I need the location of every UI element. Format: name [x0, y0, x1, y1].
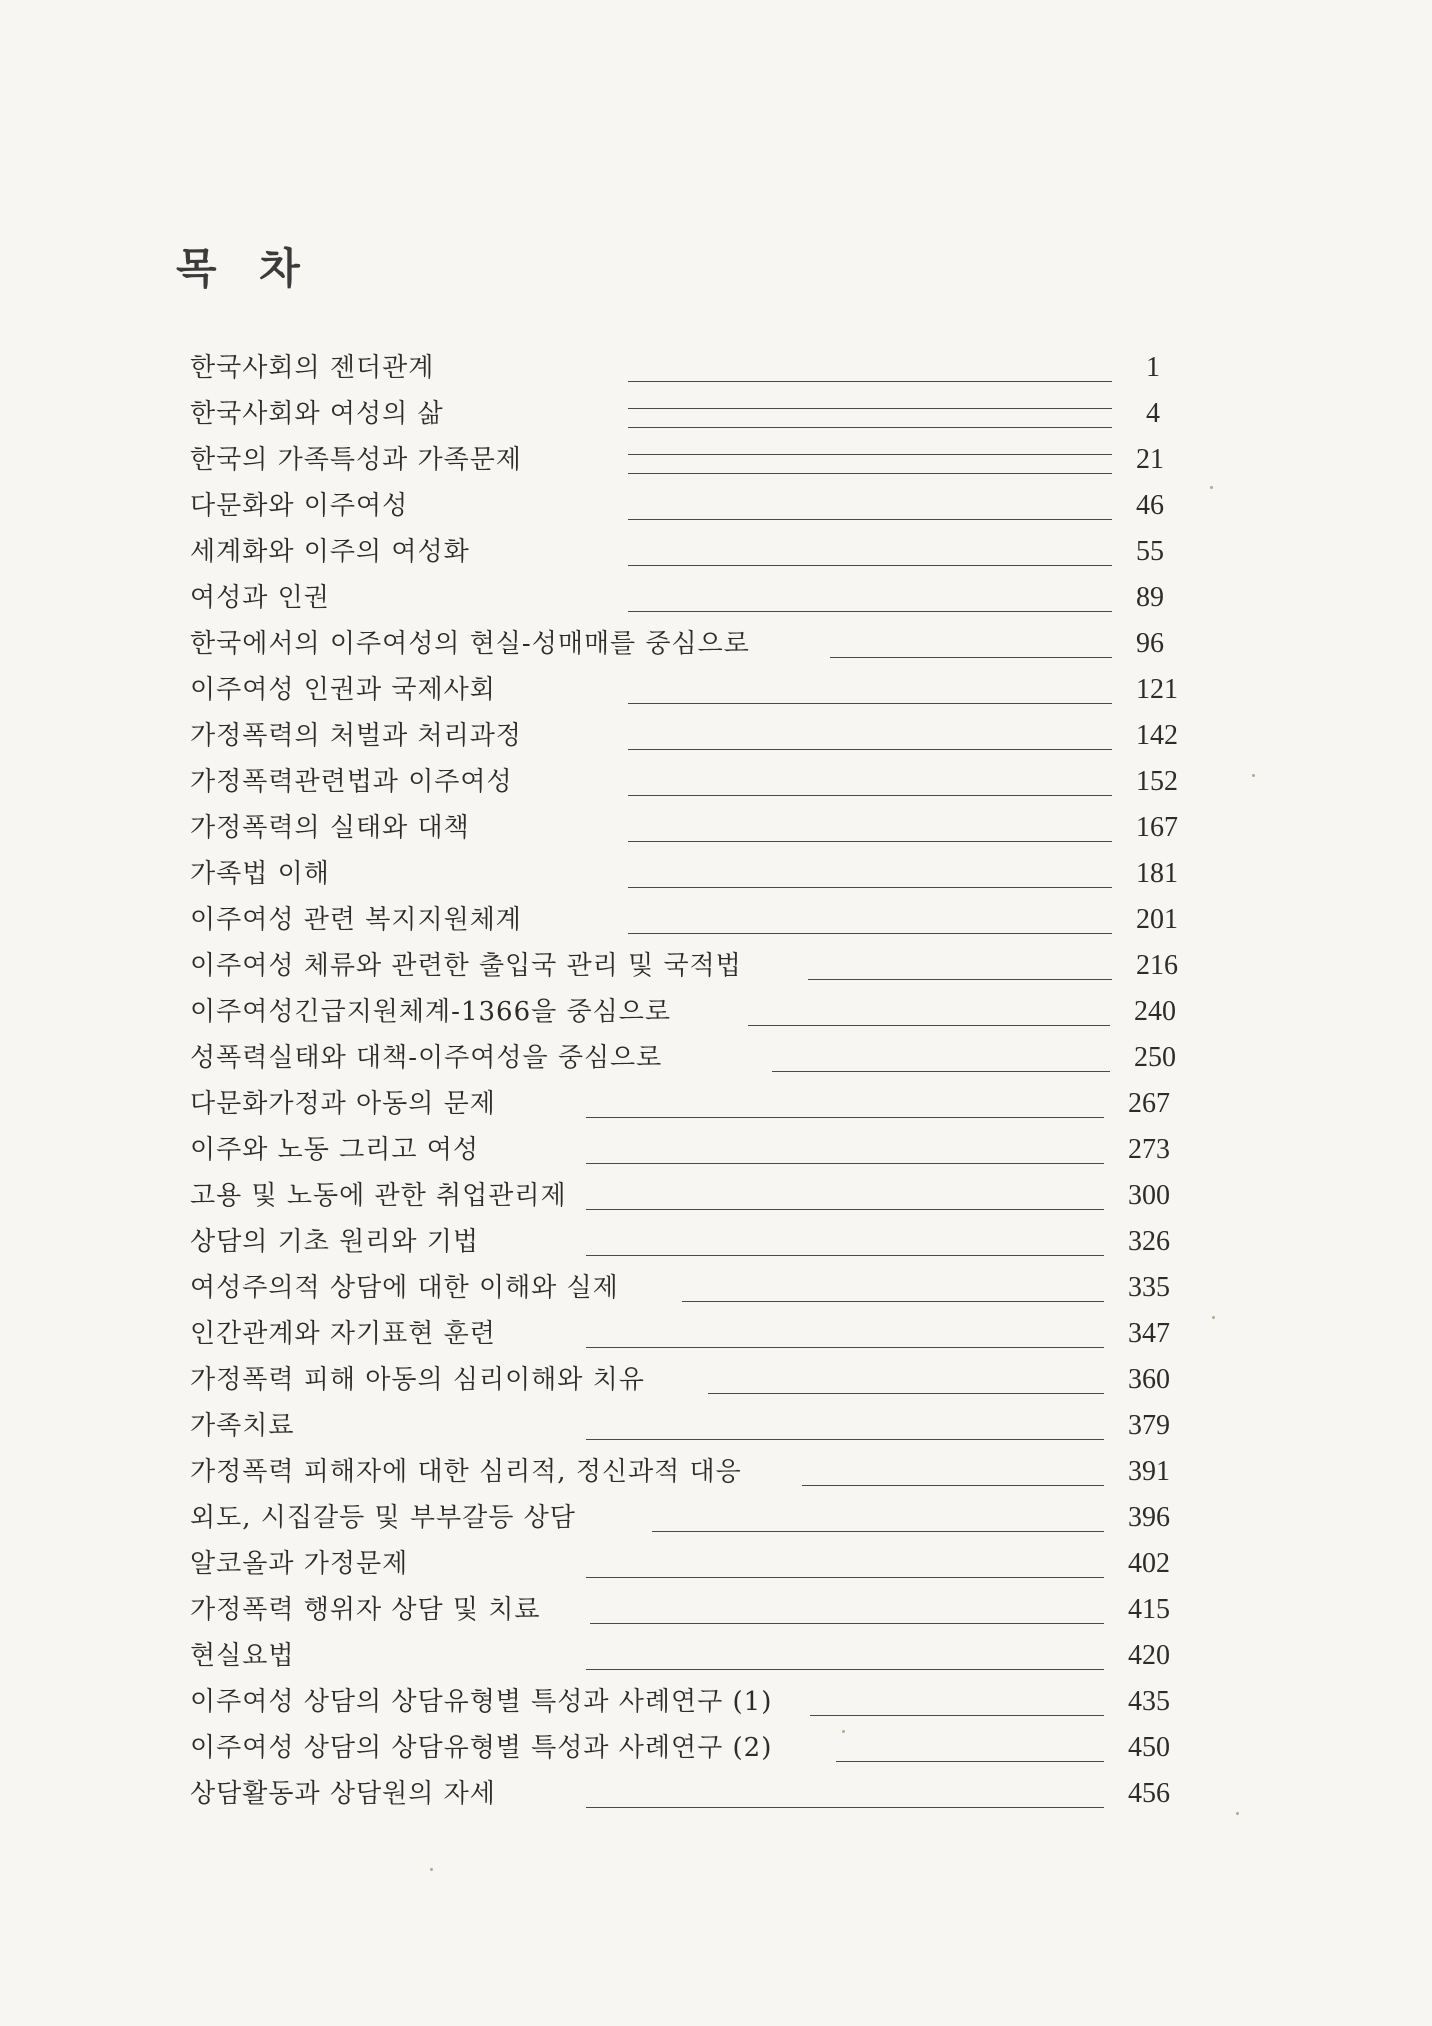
toc-entry-title: 가정폭력 피해자에 대한 심리적, 정신과적 대응: [190, 1457, 742, 1487]
toc-entry-title: 외도, 시집갈등 및 부부갈등 상담: [190, 1503, 576, 1533]
toc-entry-title: 이주여성 체류와 관련한 출입국 관리 및 국적법: [190, 951, 742, 981]
paper-speck: [1236, 1812, 1239, 1815]
toc-page-number: 216: [1136, 950, 1178, 981]
toc-page-number: 435: [1128, 1686, 1170, 1717]
toc-leader-line: [586, 1209, 1104, 1210]
toc-entry: [0, 804, 1432, 850]
toc-entry-title: 가족치료: [190, 1411, 295, 1441]
paper-speck: [1252, 774, 1255, 777]
toc-leader-line: [682, 1301, 1104, 1302]
toc-page-number: 347: [1128, 1318, 1170, 1349]
toc-page-number: 360: [1128, 1364, 1170, 1395]
toc-entry-title: 여성과 인권: [190, 583, 330, 613]
toc-entry: [0, 1678, 1432, 1724]
toc-entry: [0, 1770, 1432, 1816]
toc-entry-title: 가정폭력 피해 아동의 심리이해와 치유: [190, 1365, 645, 1395]
toc-entry-title: 가족법 이해: [190, 859, 330, 889]
toc-entry-title: 이주여성 상담의 상담유형별 특성과 사례연구 (1): [190, 1687, 773, 1717]
toc-entry: [0, 620, 1432, 666]
toc-entry: [0, 1080, 1432, 1126]
toc-entry: [0, 1034, 1432, 1080]
toc-entry: [0, 666, 1432, 712]
toc-leader-line: [586, 1347, 1104, 1348]
toc-entry-title: 한국사회와 여성의 삶: [190, 399, 444, 429]
paper-speck: [430, 1868, 433, 1871]
toc-entry-title: 다문화와 이주여성: [190, 491, 409, 521]
toc-leader-line: [802, 1485, 1104, 1486]
toc-entry: [0, 1310, 1432, 1356]
toc-leader-line: [590, 1623, 1104, 1624]
toc-entry-title: 세계화와 이주의 여성화: [190, 537, 470, 567]
toc-page-number: 4: [1146, 398, 1160, 429]
toc-entry: [0, 850, 1432, 896]
toc-leader-line: [748, 1025, 1110, 1026]
toc-leader-line: [628, 611, 1112, 612]
paper-speck: [1210, 486, 1213, 489]
page-title: 목 차: [176, 244, 314, 293]
toc-entry-title: 가정폭력의 실태와 대책: [190, 813, 470, 843]
toc-entry-title: 한국에서의 이주여성의 현실-성매매를 중심으로: [190, 629, 750, 659]
toc-leader-line: [586, 1163, 1104, 1164]
toc-entry: [0, 482, 1432, 528]
toc-entry-title: 성폭력실태와 대책-이주여성을 중심으로: [190, 1043, 663, 1073]
stray-rule-line: [628, 454, 1112, 455]
toc-leader-line: [628, 795, 1112, 796]
toc-entry: [0, 1448, 1432, 1494]
toc-entry-title: 고용 및 노동에 관한 취업관리제: [190, 1181, 567, 1211]
toc-entry-title: 다문화가정과 아동의 문제: [190, 1089, 496, 1119]
toc-page-number: 89: [1136, 582, 1164, 613]
toc-entry: [0, 1540, 1432, 1586]
toc-leader-line: [836, 1761, 1104, 1762]
toc-page-number: 267: [1128, 1088, 1170, 1119]
toc-leader-line: [628, 473, 1112, 474]
toc-page-number: 379: [1128, 1410, 1170, 1441]
toc-page-number: 1: [1146, 352, 1160, 383]
toc-leader-line: [708, 1393, 1104, 1394]
toc-page-number: 335: [1128, 1272, 1170, 1303]
toc-page-number: 55: [1136, 536, 1164, 567]
toc-page-number: 396: [1128, 1502, 1170, 1533]
toc-entry: [0, 1402, 1432, 1448]
stray-rule-line: [628, 408, 1112, 409]
toc-entry: [0, 1632, 1432, 1678]
toc-page-number: 450: [1128, 1732, 1170, 1763]
toc-entry-title: 이주와 노동 그리고 여성: [190, 1135, 479, 1165]
toc-entry: [0, 528, 1432, 574]
toc-entry-title: 한국의 가족특성과 가족문제: [190, 445, 522, 475]
toc-leader-line: [810, 1715, 1104, 1716]
toc-leader-line: [772, 1071, 1110, 1072]
toc-leader-line: [628, 749, 1112, 750]
toc-entry: [0, 1126, 1432, 1172]
toc-entry-title: 상담의 기초 원리와 기법: [190, 1227, 479, 1257]
toc-leader-line: [586, 1439, 1104, 1440]
toc-page-number: 152: [1136, 766, 1178, 797]
toc-entry: [0, 1264, 1432, 1310]
toc-entry: [0, 988, 1432, 1034]
toc-entry-title: 가정폭력관련법과 이주여성: [190, 767, 513, 797]
toc-page-number: 46: [1136, 490, 1164, 521]
toc-page-number: 201: [1136, 904, 1178, 935]
toc-page-number: 273: [1128, 1134, 1170, 1165]
toc-entry-title: 상담활동과 상담원의 자세: [190, 1779, 496, 1809]
toc-leader-line: [628, 887, 1112, 888]
toc-page-number: 142: [1136, 720, 1178, 751]
toc-entry-title: 현실요법: [190, 1641, 295, 1671]
toc-entry-title: 여성주의적 상담에 대한 이해와 실제: [190, 1273, 619, 1303]
toc-leader-line: [586, 1807, 1104, 1808]
toc-entry: [0, 436, 1432, 482]
toc-entry: [0, 712, 1432, 758]
toc-entry: [0, 1218, 1432, 1264]
toc-page-number: 456: [1128, 1778, 1170, 1809]
toc-entry-title: 한국사회의 젠더관계: [190, 353, 435, 383]
toc-leader-line: [586, 1577, 1104, 1578]
toc-entry: [0, 1356, 1432, 1402]
toc-page-number: 240: [1134, 996, 1176, 1027]
toc-entry-title: 이주여성 관련 복지지원체계: [190, 905, 522, 935]
toc-leader-line: [628, 933, 1112, 934]
toc-page-number: 96: [1136, 628, 1164, 659]
toc-page-number: 326: [1128, 1226, 1170, 1257]
toc-page-number: 402: [1128, 1548, 1170, 1579]
toc-entry: [0, 574, 1432, 620]
toc-entry-title: 이주여성 인권과 국제사회: [190, 675, 496, 705]
toc-entry-title: 가정폭력 행위자 상담 및 치료: [190, 1595, 541, 1625]
toc-leader-line: [628, 565, 1112, 566]
toc-entry: [0, 758, 1432, 804]
toc-leader-line: [628, 841, 1112, 842]
toc-entry: [0, 896, 1432, 942]
toc-leader-line: [652, 1531, 1104, 1532]
toc-entry: [0, 1586, 1432, 1632]
toc-entry: [0, 1494, 1432, 1540]
toc-page-number: 121: [1136, 674, 1178, 705]
toc-page-number: 300: [1128, 1180, 1170, 1211]
toc-leader-line: [628, 519, 1112, 520]
toc-leader-line: [586, 1669, 1104, 1670]
toc-entry: [0, 390, 1432, 436]
toc-entry: [0, 1724, 1432, 1770]
toc-page-number: 420: [1128, 1640, 1170, 1671]
toc-page-number: 181: [1136, 858, 1178, 889]
toc-page-number: 415: [1128, 1594, 1170, 1625]
toc-entry-title: 인간관계와 자기표현 훈련: [190, 1319, 496, 1349]
toc-page-number: 21: [1136, 444, 1164, 475]
paper-speck: [1212, 1316, 1215, 1319]
toc-leader-line: [808, 979, 1112, 980]
toc-page-number: 250: [1134, 1042, 1176, 1073]
toc-leader-line: [628, 703, 1112, 704]
toc-leader-line: [628, 381, 1112, 382]
toc-page-number: 167: [1136, 812, 1178, 843]
toc-entry: [0, 1172, 1432, 1218]
toc-leader-line: [586, 1255, 1104, 1256]
toc-leader-line: [628, 427, 1112, 428]
toc-entry-title: 가정폭력의 처벌과 처리과정: [190, 721, 522, 751]
toc-leader-line: [586, 1117, 1104, 1118]
toc-entry: [0, 344, 1432, 390]
toc-entry-title: 이주여성 상담의 상담유형별 특성과 사례연구 (2): [190, 1733, 773, 1763]
toc-entry: [0, 942, 1432, 988]
toc-entry-title: 이주여성긴급지원체계-1366을 중심으로: [190, 997, 671, 1027]
paper-speck: [842, 1730, 845, 1733]
toc-entry-title: 알코올과 가정문제: [190, 1549, 409, 1579]
toc-page-number: 391: [1128, 1456, 1170, 1487]
toc-leader-line: [830, 657, 1112, 658]
